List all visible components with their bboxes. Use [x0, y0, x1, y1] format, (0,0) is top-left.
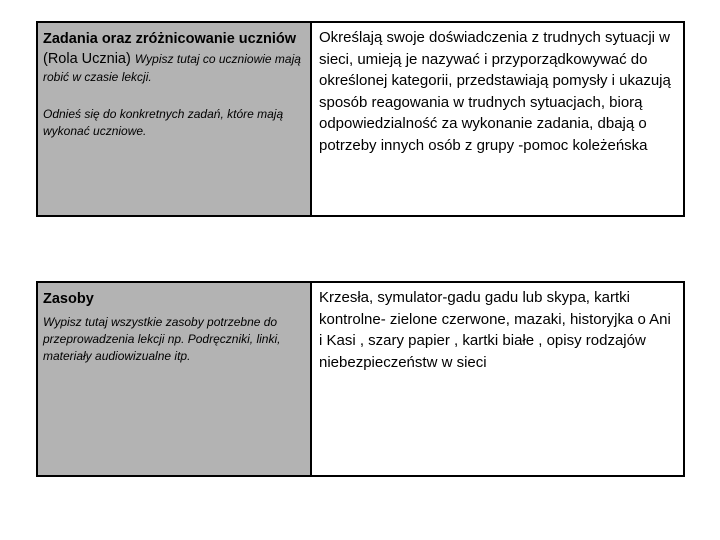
resources-content-cell: Krzesła, symulator-gadu gadu lub skypa, kartki kontrolne- zielone czerwone, mazaki, historyjka o Ani i Kasi , szary papier , kartki białe , opisy rodzajów niebezpieczeństw w sieci: [312, 283, 683, 475]
tasks-hint-1: Wypisz tutaj co uczniowie mają robić w czasie lekcji.: [43, 52, 301, 84]
resources-hint: Wypisz tutaj wszystkie zasoby potrzebne do przeprowadzenia lekcji np. Podręczniki, linki, materiały audiowizualne itp.: [43, 315, 281, 363]
resources-label-cell: [38, 283, 312, 475]
tasks-hint-2: Odnieś się do konkretnych zadań, które mają wykonać uczniowe.: [43, 107, 284, 138]
resources-heading: Zasoby: [43, 291, 94, 307]
tasks-content-cell: Określają swoje doświadczenia z trudnych sytuacji w sieci, umieją je nazywać i przyporządkowywać do określonej kategorii, przedstawiają pomysły i ukazują sposób reagowania w trudnych sytuacjach, biorą odpowiedzialność za wykonanie zadania, dbają o potrzeby innych osób z grupy -pomoc koleżeńska: [312, 23, 683, 215]
tasks-heading: Zadania oraz zróżnicowanie uczniów: [43, 31, 296, 47]
tasks-label-cell: [38, 23, 312, 215]
resources-table: [36, 281, 685, 477]
tasks-table: [36, 21, 685, 217]
role-label: (Rola Ucznia): [43, 51, 135, 67]
